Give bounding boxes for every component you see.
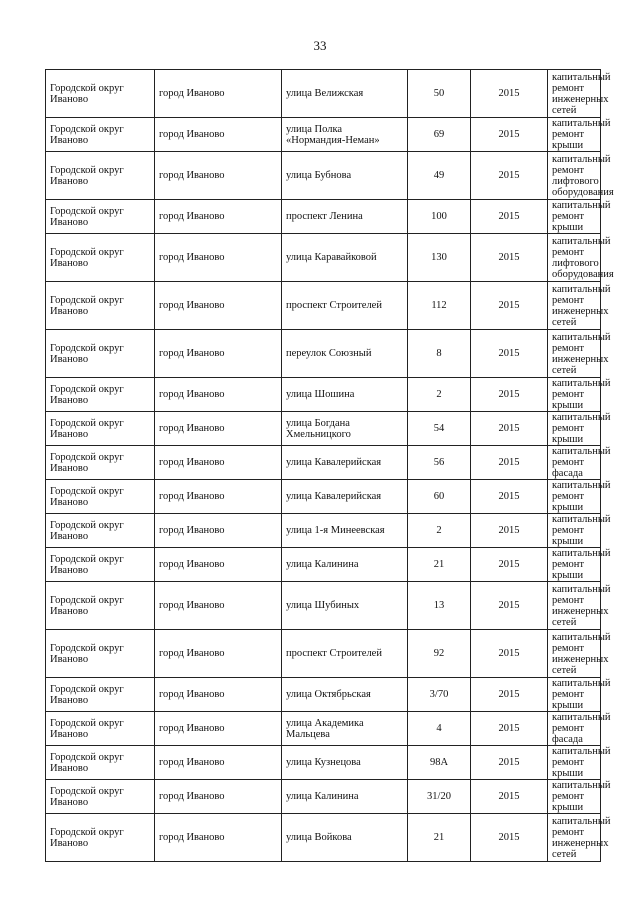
year-cell: 2015 [471, 746, 548, 780]
house-number-cell: 3/70 [408, 678, 471, 712]
house-number-cell: 130 [408, 234, 471, 282]
district-cell: Городской округ Иваново [46, 746, 155, 780]
table-row [46, 548, 601, 582]
city-cell: город Иваново [155, 378, 282, 412]
district-cell: Городской округ Иваново [46, 200, 155, 234]
year-cell: 2015 [471, 200, 548, 234]
house-number-cell: 21 [408, 548, 471, 582]
city-cell: город Иваново [155, 200, 282, 234]
repair-schedule-table [45, 69, 614, 862]
house-number-cell: 4 [408, 712, 471, 746]
work-type-cell: капитальный ремонт крыши [548, 548, 601, 582]
table-row [46, 814, 601, 862]
table-row [46, 746, 601, 780]
work-type-cell: капитальный ремонт крыши [548, 200, 601, 234]
table-row [46, 200, 601, 234]
house-number-cell: 8 [408, 330, 471, 378]
district-cell: Городской округ Иваново [46, 548, 155, 582]
table-row [46, 678, 601, 712]
work-type-cell: капитальный ремонт инженерных сетей [548, 70, 601, 118]
year-cell: 2015 [471, 282, 548, 330]
street-cell: улица Кузнецова [282, 746, 408, 780]
city-cell: город Иваново [155, 70, 282, 118]
year-cell: 2015 [471, 152, 548, 200]
year-cell: 2015 [471, 446, 548, 480]
street-cell: проспект Строителей [282, 630, 408, 678]
district-cell: Городской округ Иваново [46, 282, 155, 330]
page-number: 33 [313, 38, 327, 53]
street-cell: проспект Строителей [282, 282, 408, 330]
year-cell: 2015 [471, 712, 548, 746]
work-type-cell: капитальный ремонт крыши [548, 746, 601, 780]
year-cell: 2015 [471, 548, 548, 582]
district-cell: Городской округ Иваново [46, 378, 155, 412]
street-cell: улица Полка «Нормандия-Неман» [282, 118, 408, 152]
table-row [46, 152, 601, 200]
work-type-cell: капитальный ремонт инженерных сетей [548, 814, 601, 862]
house-number-cell: 112 [408, 282, 471, 330]
street-cell: улица Академика Мальцева [282, 712, 408, 746]
street-cell: улица Войкова [282, 814, 408, 862]
district-cell: Городской округ Иваново [46, 630, 155, 678]
table-row [46, 70, 601, 118]
city-cell: город Иваново [155, 746, 282, 780]
street-cell: улица 1-я Минеевская [282, 514, 408, 548]
table-row [46, 480, 601, 514]
work-type-cell: капитальный ремонт инженерных сетей [548, 330, 601, 378]
city-cell: город Иваново [155, 446, 282, 480]
year-cell: 2015 [471, 330, 548, 378]
district-cell: Городской округ Иваново [46, 814, 155, 862]
city-cell: город Иваново [155, 582, 282, 630]
street-cell: улица Калинина [282, 780, 408, 814]
table-row [46, 446, 601, 480]
house-number-cell: 50 [408, 70, 471, 118]
street-cell: переулок Союзный [282, 330, 408, 378]
year-cell: 2015 [471, 814, 548, 862]
year-cell: 2015 [471, 780, 548, 814]
table-row [46, 712, 601, 746]
city-cell: город Иваново [155, 480, 282, 514]
table-row [46, 234, 601, 282]
year-cell: 2015 [471, 582, 548, 630]
work-type-cell: капитальный ремонт фасада [548, 712, 601, 746]
city-cell: город Иваново [155, 678, 282, 712]
house-number-cell: 54 [408, 412, 471, 446]
city-cell: город Иваново [155, 780, 282, 814]
street-cell: улица Кавалерийская [282, 446, 408, 480]
work-type-cell: капитальный ремонт крыши [548, 378, 601, 412]
year-cell: 2015 [471, 70, 548, 118]
district-cell: Городской округ Иваново [46, 678, 155, 712]
work-type-cell: капитальный ремонт лифтового оборудования [548, 234, 601, 282]
street-cell: улица Октябрьская [282, 678, 408, 712]
district-cell: Городской округ Иваново [46, 446, 155, 480]
street-cell: улица Каравайковой [282, 234, 408, 282]
city-cell: город Иваново [155, 630, 282, 678]
table-row [46, 412, 601, 446]
district-cell: Городской округ Иваново [46, 582, 155, 630]
city-cell: город Иваново [155, 152, 282, 200]
city-cell: город Иваново [155, 814, 282, 862]
house-number-cell: 13 [408, 582, 471, 630]
work-type-cell: капитальный ремонт крыши [548, 514, 601, 548]
work-type-cell: капитальный ремонт крыши [548, 118, 601, 152]
year-cell: 2015 [471, 514, 548, 548]
year-cell: 2015 [471, 378, 548, 412]
district-cell: Городской округ Иваново [46, 234, 155, 282]
year-cell: 2015 [471, 630, 548, 678]
work-type-cell: капитальный ремонт инженерных сетей [548, 282, 601, 330]
table-row [46, 630, 601, 678]
table-row [46, 514, 601, 548]
work-type-cell: капитальный ремонт крыши [548, 678, 601, 712]
year-cell: 2015 [471, 234, 548, 282]
work-type-cell: капитальный ремонт лифтового оборудования [548, 152, 601, 200]
district-cell: Городской округ Иваново [46, 152, 155, 200]
district-cell: Городской округ Иваново [46, 712, 155, 746]
work-type-cell: капитальный ремонт фасада [548, 446, 601, 480]
district-cell: Городской округ Иваново [46, 70, 155, 118]
house-number-cell: 60 [408, 480, 471, 514]
table-row [46, 780, 601, 814]
street-cell: проспект Ленина [282, 200, 408, 234]
street-cell: улица Велижская [282, 70, 408, 118]
city-cell: город Иваново [155, 548, 282, 582]
district-cell: Городской округ Иваново [46, 780, 155, 814]
district-cell: Городской округ Иваново [46, 330, 155, 378]
table-row [46, 582, 601, 630]
house-number-cell: 31/20 [408, 780, 471, 814]
city-cell: город Иваново [155, 330, 282, 378]
city-cell: город Иваново [155, 118, 282, 152]
street-cell: улица Богдана Хмельницкого [282, 412, 408, 446]
district-cell: Городской округ Иваново [46, 514, 155, 548]
district-cell: Городской округ Иваново [46, 412, 155, 446]
house-number-cell: 100 [408, 200, 471, 234]
house-number-cell: 69 [408, 118, 471, 152]
street-cell: улица Шубиных [282, 582, 408, 630]
table-row [46, 378, 601, 412]
work-type-cell: капитальный ремонт инженерных сетей [548, 630, 601, 678]
city-cell: город Иваново [155, 412, 282, 446]
work-type-cell: капитальный ремонт инженерных сетей [548, 582, 601, 630]
city-cell: город Иваново [155, 712, 282, 746]
city-cell: город Иваново [155, 514, 282, 548]
house-number-cell: 92 [408, 630, 471, 678]
table-row [46, 330, 601, 378]
house-number-cell: 98А [408, 746, 471, 780]
city-cell: город Иваново [155, 234, 282, 282]
street-cell: улица Шошина [282, 378, 408, 412]
street-cell: улица Калинина [282, 548, 408, 582]
house-number-cell: 49 [408, 152, 471, 200]
house-number-cell: 2 [408, 514, 471, 548]
table-row [46, 118, 601, 152]
district-cell: Городской округ Иваново [46, 118, 155, 152]
work-type-cell: капитальный ремонт крыши [548, 480, 601, 514]
year-cell: 2015 [471, 118, 548, 152]
house-number-cell: 21 [408, 814, 471, 862]
district-cell: Городской округ Иваново [46, 480, 155, 514]
house-number-cell: 56 [408, 446, 471, 480]
year-cell: 2015 [471, 412, 548, 446]
house-number-cell: 2 [408, 378, 471, 412]
city-cell: город Иваново [155, 282, 282, 330]
street-cell: улица Бубнова [282, 152, 408, 200]
table-row [46, 282, 601, 330]
work-type-cell: капитальный ремонт крыши [548, 780, 601, 814]
street-cell: улица Кавалерийская [282, 480, 408, 514]
work-type-cell: капитальный ремонт крыши [548, 412, 601, 446]
year-cell: 2015 [471, 480, 548, 514]
year-cell: 2015 [471, 678, 548, 712]
